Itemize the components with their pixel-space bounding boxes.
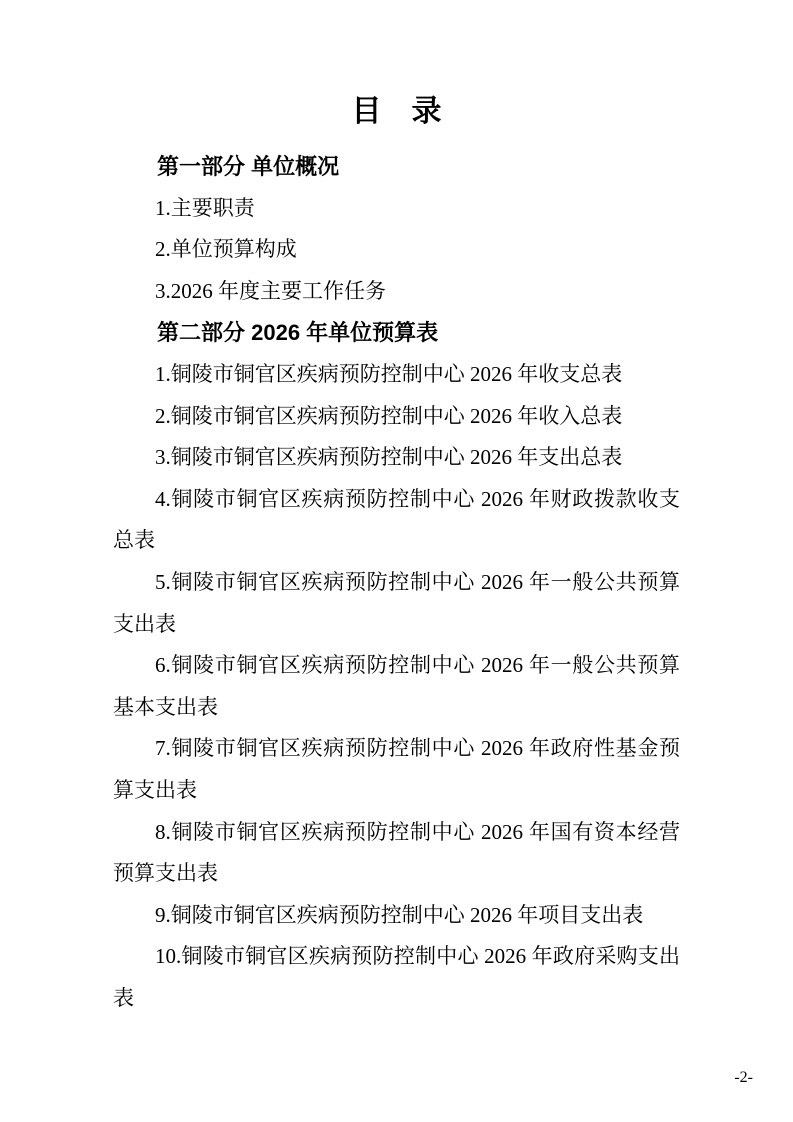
toc-item-state-capital-operation-budget-expenditure: 8.铜陵市铜官区疾病预防控制中心 2026 年国有资本经营预算支出表 bbox=[113, 819, 680, 886]
toc-item-general-public-budget-basic-expenditure: 6.铜陵市铜官区疾病预防控制中心 2026 年一般公共预算基本支出表 bbox=[113, 653, 680, 719]
toc-item-project-expenditure: 9.铜陵市铜官区疾病预防控制中心 2026 年项目支出表 bbox=[155, 902, 644, 927]
toc-item-government-procurement-expenditure: 10.铜陵市铜官区疾病预防控制中心 2026 年政府采购支出表 bbox=[113, 944, 680, 1010]
toc-item-government-fund-budget-expenditure: 7.铜陵市铜官区疾病预防控制中心 2026 年政府性基金预算支出表 bbox=[113, 736, 680, 802]
toc-content bbox=[113, 86, 680, 1019]
page-number: -2- bbox=[734, 1069, 753, 1086]
toc-item-fiscal-appropriation-summary: 4.铜陵市铜官区疾病预防控制中心 2026 年财政拨款收支总表 bbox=[113, 486, 680, 553]
toc-item-budget-composition: 2.单位预算构成 bbox=[155, 237, 297, 262]
toc-item-main-duties: 1.主要职责 bbox=[155, 195, 255, 220]
toc-item-expenditure-summary: 3.铜陵市铜官区疾病预防控制中心 2026 年支出总表 bbox=[155, 445, 623, 470]
section-heading-part2: 第二部分 2026 年单位预算表 bbox=[157, 320, 439, 346]
toc-item-revenue-expenditure-summary: 1.铜陵市铜官区疾病预防控制中心 2026 年收支总表 bbox=[155, 361, 623, 386]
page-title: 目 录 bbox=[351, 95, 442, 128]
toc-item-revenue-summary: 2.铜陵市铜官区疾病预防控制中心 2026 年收入总表 bbox=[155, 403, 623, 428]
section-heading-part1: 第一部分 单位概况 bbox=[157, 154, 340, 179]
toc-item-annual-work-tasks: 3.2026 年度主要工作任务 bbox=[155, 278, 386, 303]
section-part2 bbox=[113, 312, 680, 1019]
toc-item-general-public-budget-expenditure: 5.铜陵市铜官区疾病预防控制中心 2026 年一般公共预算支出表 bbox=[113, 569, 680, 636]
section-part1 bbox=[113, 146, 680, 312]
